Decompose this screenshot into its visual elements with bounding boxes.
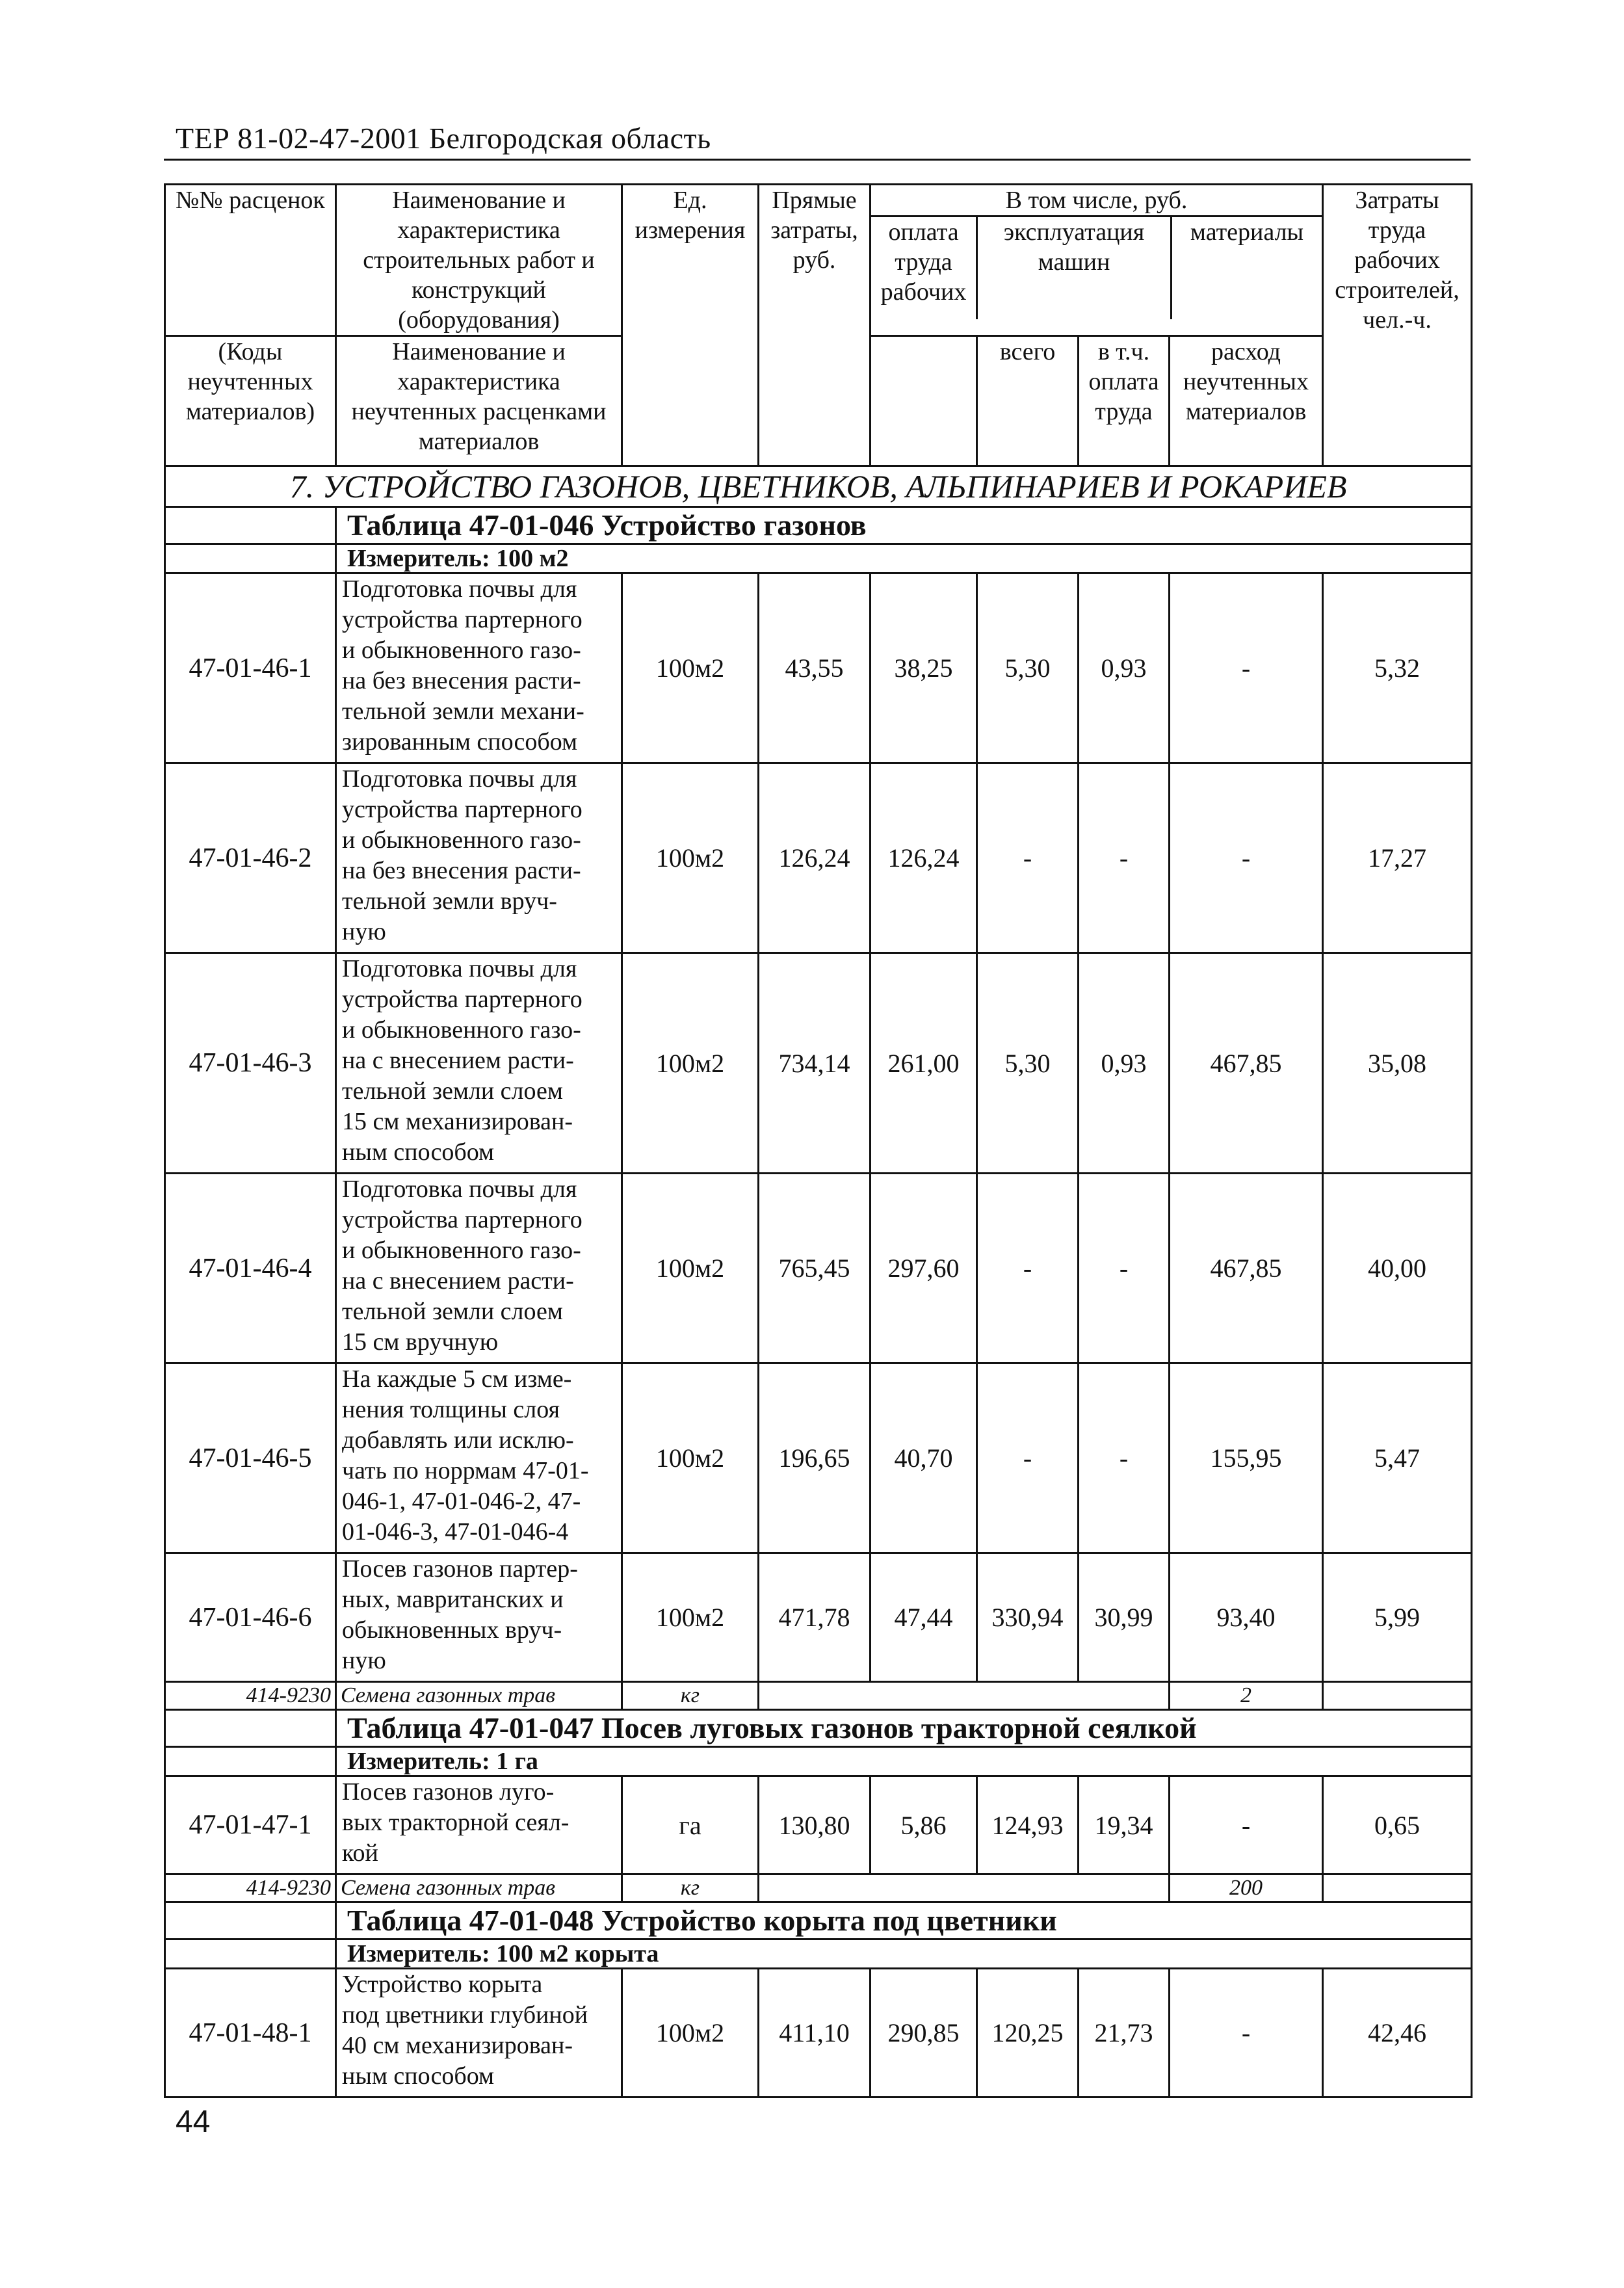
rate-mach: 120,25 bbox=[977, 1969, 1079, 2097]
rate-unit: 100м2 bbox=[622, 1174, 759, 1363]
rate-description-line: На каждые 5 см изме- bbox=[342, 1365, 572, 1393]
rate-mat: - bbox=[1170, 1969, 1323, 2097]
material-row bbox=[165, 1874, 1472, 1902]
rate-description bbox=[336, 1776, 622, 1874]
rate-description-line: ным способом bbox=[342, 2062, 495, 2090]
rate-description-line: на без внесения расти- bbox=[342, 667, 581, 694]
measure-spacer bbox=[165, 544, 336, 573]
rate-labor: 5,47 bbox=[1323, 1363, 1472, 1553]
rate-description bbox=[336, 1363, 622, 1553]
table-measure: Измеритель: 100 м2 bbox=[336, 544, 1472, 573]
rate-labor: 17,27 bbox=[1323, 763, 1472, 953]
table-row bbox=[165, 1969, 1472, 2097]
col-unacc-codes-header: (Коды неучтенных материалов) bbox=[165, 336, 336, 466]
rate-description-line: ную bbox=[342, 918, 386, 945]
rate-code: 47-01-46-5 bbox=[165, 1363, 336, 1553]
rate-description-line: тельной земли слоем bbox=[342, 1077, 563, 1105]
rate-labor: 35,08 bbox=[1323, 953, 1472, 1174]
table-row bbox=[165, 1174, 1472, 1363]
rate-description-line: ным способом bbox=[342, 1138, 495, 1166]
rate-description-line: кой bbox=[342, 1839, 378, 1867]
rate-mach: - bbox=[977, 1363, 1079, 1553]
rate-description bbox=[336, 1969, 622, 2097]
rate-description-line: ную bbox=[342, 1647, 386, 1674]
material-row bbox=[165, 1682, 1472, 1710]
rate-wage: 126,24 bbox=[871, 763, 977, 953]
col-wage-cont bbox=[871, 336, 977, 466]
rate-description-line: устройства партерного bbox=[342, 606, 583, 633]
rate-code: 47-01-46-1 bbox=[165, 573, 336, 763]
rate-unit: 100м2 bbox=[622, 1553, 759, 1682]
table-measure: Измеритель: 1 га bbox=[336, 1747, 1472, 1776]
rate-description bbox=[336, 953, 622, 1174]
rate-direct: 471,78 bbox=[759, 1553, 871, 1682]
rate-description-line: устройства партерного bbox=[342, 1206, 583, 1233]
col-name-header: Наименование и характеристика строительных работ и конструкций (оборудования) bbox=[336, 185, 622, 336]
table-measure: Измеритель: 100 м2 корыта bbox=[336, 1940, 1472, 1969]
rate-mat: - bbox=[1170, 573, 1323, 763]
rate-description-line: вых тракторной сеял- bbox=[342, 1809, 570, 1836]
rate-description bbox=[336, 573, 622, 763]
rate-mat: - bbox=[1170, 763, 1323, 953]
measure-spacer bbox=[165, 1747, 336, 1776]
material-empty bbox=[759, 1874, 1170, 1902]
rate-description-line: и обыкновенного газо- bbox=[342, 826, 581, 854]
rate-code: 47-01-48-1 bbox=[165, 1969, 336, 2097]
rate-unit: 100м2 bbox=[622, 763, 759, 953]
rate-direct: 126,24 bbox=[759, 763, 871, 953]
rate-description-line: тельной земли вруч- bbox=[342, 888, 557, 915]
rate-labor: 5,99 bbox=[1323, 1553, 1472, 1682]
table-row bbox=[165, 1776, 1472, 1874]
rate-direct: 765,45 bbox=[759, 1174, 871, 1363]
table-title-spacer bbox=[165, 1710, 336, 1747]
rate-mach: 5,30 bbox=[977, 573, 1079, 763]
col-mach-wage-header: в т.ч. оплата труда bbox=[1079, 336, 1170, 466]
material-code: 414-9230 bbox=[165, 1874, 336, 1902]
rate-mach: - bbox=[977, 1174, 1079, 1363]
table-title: Таблица 47-01-048 Устройство корыта под цветники bbox=[336, 1902, 1472, 1940]
document-header: ТЕР 81-02-47-2001 Белгородская область bbox=[176, 122, 711, 155]
col-rate-no-header: №№ расценок bbox=[165, 185, 336, 336]
rate-description-line: Подготовка почвы для bbox=[342, 955, 577, 982]
table-title: Таблица 47-01-046 Устройство газонов bbox=[336, 507, 1472, 544]
table-title-spacer bbox=[165, 1902, 336, 1940]
col-unit-header: Ед. измерения bbox=[622, 185, 759, 466]
rate-wage: 290,85 bbox=[871, 1969, 977, 2097]
rate-description-line: ных, мавританских и bbox=[342, 1586, 564, 1613]
rate-description-line: устройства партерного bbox=[342, 986, 583, 1013]
rate-description-line: Посев газонов партер- bbox=[342, 1555, 578, 1583]
col-machines-header: эксплуатация машин bbox=[978, 217, 1172, 319]
rate-code: 47-01-47-1 bbox=[165, 1776, 336, 1874]
material-unit: кг bbox=[622, 1682, 759, 1710]
rate-unit: 100м2 bbox=[622, 1969, 759, 2097]
material-name: Семена газонных трав bbox=[336, 1874, 622, 1902]
rate-description-line: Подготовка почвы для bbox=[342, 765, 577, 793]
rate-description-line: обыкновенных вруч- bbox=[342, 1616, 562, 1644]
rate-wage: 5,86 bbox=[871, 1776, 977, 1874]
material-name: Семена газонных трав bbox=[336, 1682, 622, 1710]
rate-description-line: Посев газонов луго- bbox=[342, 1778, 555, 1806]
rate-code: 47-01-46-6 bbox=[165, 1553, 336, 1682]
table-row bbox=[165, 1363, 1472, 1553]
rate-labor: 0,65 bbox=[1323, 1776, 1472, 1874]
rate-unit: 100м2 bbox=[622, 573, 759, 763]
rate-direct: 196,65 bbox=[759, 1363, 871, 1553]
rate-description-line: на с внесением расти- bbox=[342, 1047, 574, 1074]
rate-mat: 93,40 bbox=[1170, 1553, 1323, 1682]
rate-mach-wage: - bbox=[1079, 1174, 1170, 1363]
material-empty-labor bbox=[1323, 1682, 1472, 1710]
rate-wage: 297,60 bbox=[871, 1174, 977, 1363]
rates-table bbox=[164, 183, 1473, 2098]
rate-description-line: зированным способом bbox=[342, 728, 578, 756]
col-unacc-cons-header: расход неучтенных материалов bbox=[1170, 336, 1323, 466]
rate-labor: 5,32 bbox=[1323, 573, 1472, 763]
page-number: 44 bbox=[176, 2105, 211, 2139]
rate-mach-wage: 21,73 bbox=[1079, 1969, 1170, 2097]
rate-description-line: и обыкновенного газо- bbox=[342, 1237, 581, 1264]
rate-description-line: и обыкновенного газо- bbox=[342, 637, 581, 664]
material-unit: кг bbox=[622, 1874, 759, 1902]
table-row bbox=[165, 573, 1472, 763]
rate-description-line: под цветники глубиной bbox=[342, 2001, 588, 2029]
table-row bbox=[165, 953, 1472, 1174]
col-direct-header: Прямые затраты, руб. bbox=[759, 185, 871, 466]
table-title: Таблица 47-01-047 Посев луговых газонов тракторной сеялкой bbox=[336, 1710, 1472, 1747]
material-qty: 2 bbox=[1170, 1682, 1323, 1710]
rate-code: 47-01-46-3 bbox=[165, 953, 336, 1174]
rate-description-line: 15 см механизирован- bbox=[342, 1108, 573, 1135]
rate-description-line: на с внесением расти- bbox=[342, 1267, 574, 1295]
rate-mach-wage: - bbox=[1079, 763, 1170, 953]
col-labor-header: Затраты труда рабочих строителей, чел.-ч. bbox=[1323, 185, 1472, 466]
rate-wage: 38,25 bbox=[871, 573, 977, 763]
rate-description-line: Подготовка почвы для bbox=[342, 575, 577, 603]
rate-description bbox=[336, 1553, 622, 1682]
rate-description-line: Устройство корыта bbox=[342, 1971, 543, 1998]
rate-wage: 261,00 bbox=[871, 953, 977, 1174]
rate-code: 47-01-46-4 bbox=[165, 1174, 336, 1363]
rate-mat: 155,95 bbox=[1170, 1363, 1323, 1553]
rate-mach: 5,30 bbox=[977, 953, 1079, 1174]
rate-mach-wage: - bbox=[1079, 1363, 1170, 1553]
material-empty bbox=[759, 1682, 1170, 1710]
rate-description bbox=[336, 763, 622, 953]
rate-code: 47-01-46-2 bbox=[165, 763, 336, 953]
rate-direct: 130,80 bbox=[759, 1776, 871, 1874]
rate-wage: 47,44 bbox=[871, 1553, 977, 1682]
rate-description-line: 046-1, 47-01-046-2, 47- bbox=[342, 1488, 581, 1515]
rate-mach: 330,94 bbox=[977, 1553, 1079, 1682]
rate-description-line: 15 см вручную bbox=[342, 1328, 499, 1356]
rate-unit: га bbox=[622, 1776, 759, 1874]
rate-description-line: нения толщины слоя bbox=[342, 1396, 560, 1423]
rate-description-line: на без внесения расти- bbox=[342, 857, 581, 884]
material-qty: 200 bbox=[1170, 1874, 1323, 1902]
rate-labor: 42,46 bbox=[1323, 1969, 1472, 2097]
rate-description bbox=[336, 1174, 622, 1363]
rate-mat: 467,85 bbox=[1170, 1174, 1323, 1363]
rate-description-line: Подготовка почвы для bbox=[342, 1176, 577, 1203]
rate-labor: 40,00 bbox=[1323, 1174, 1472, 1363]
rate-mach-wage: 0,93 bbox=[1079, 953, 1170, 1174]
rate-description-line: тельной земли механи- bbox=[342, 698, 584, 725]
col-wage-header: оплата труда рабочих bbox=[871, 217, 978, 319]
col-incl-header: В том числе, руб. bbox=[871, 185, 1322, 217]
table-row bbox=[165, 763, 1472, 953]
material-empty-labor bbox=[1323, 1874, 1472, 1902]
table-title-spacer bbox=[165, 507, 336, 544]
rate-description-line: 40 см механизирован- bbox=[342, 2032, 573, 2059]
rate-unit: 100м2 bbox=[622, 953, 759, 1174]
rate-description-line: устройства партерного bbox=[342, 796, 583, 823]
header-rule bbox=[164, 159, 1471, 161]
rate-mach-wage: 19,34 bbox=[1079, 1776, 1170, 1874]
col-unacc-name-header: Наименование и характеристика неучтенных расценками материалов bbox=[336, 336, 622, 466]
rate-mach: - bbox=[977, 763, 1079, 953]
rate-description-line: и обыкновенного газо- bbox=[342, 1016, 581, 1044]
rate-description-line: добавлять или исклю- bbox=[342, 1427, 574, 1454]
col-incl-group bbox=[871, 185, 1323, 336]
material-code: 414-9230 bbox=[165, 1682, 336, 1710]
section-title: 7. УСТРОЙСТВО ГАЗОНОВ, ЦВЕТНИКОВ, АЛЬПИНАРИЕВ И РОКАРИЕВ bbox=[165, 466, 1472, 507]
col-mach-total-header: всего bbox=[977, 336, 1079, 466]
rate-mach-wage: 0,93 bbox=[1079, 573, 1170, 763]
rate-mat: - bbox=[1170, 1776, 1323, 1874]
rate-direct: 411,10 bbox=[759, 1969, 871, 2097]
rate-direct: 43,55 bbox=[759, 573, 871, 763]
rate-mat: 467,85 bbox=[1170, 953, 1323, 1174]
table-row bbox=[165, 1553, 1472, 1682]
rate-unit: 100м2 bbox=[622, 1363, 759, 1553]
measure-spacer bbox=[165, 1940, 336, 1969]
col-materials-header: материалы bbox=[1190, 218, 1304, 246]
rate-description-line: чать по норрмам 47-01- bbox=[342, 1457, 589, 1484]
rate-direct: 734,14 bbox=[759, 953, 871, 1174]
rate-mach-wage: 30,99 bbox=[1079, 1553, 1170, 1682]
rate-mach: 124,93 bbox=[977, 1776, 1079, 1874]
rate-description-line: 01-046-3, 47-01-046-4 bbox=[342, 1518, 569, 1545]
rate-wage: 40,70 bbox=[871, 1363, 977, 1553]
rate-description-line: тельной земли слоем bbox=[342, 1298, 563, 1325]
